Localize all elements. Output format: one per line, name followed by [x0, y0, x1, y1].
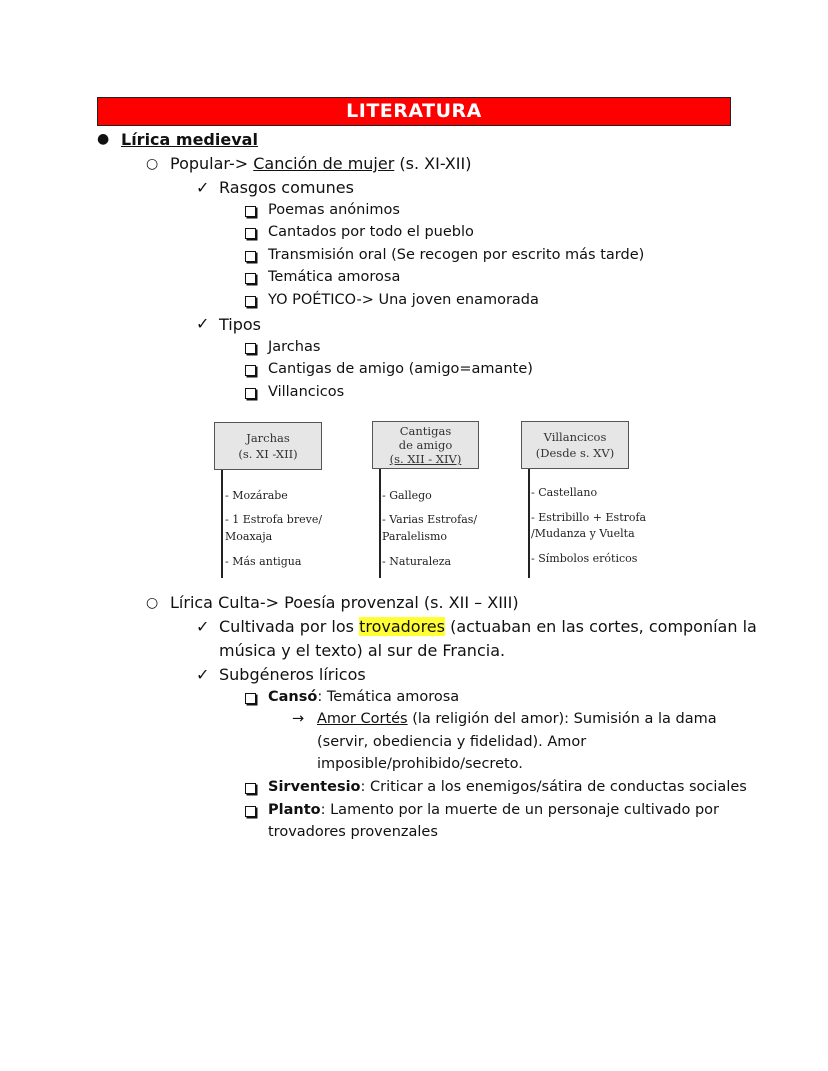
subgeneros-label: Subgéneros líricos — [219, 665, 366, 684]
cultivada-line: Cultivada por los trovadores (actuaban en las cortes, componían la — [219, 617, 757, 636]
diagram-box-villancicos — [521, 421, 629, 469]
diagram-item: - Más antigua — [225, 555, 302, 568]
checkbox-square-icon — [245, 693, 256, 704]
diagram-item: Paralelismo — [382, 530, 448, 543]
diagram-item: Moaxaja — [225, 530, 273, 543]
checkbox-square-icon — [245, 806, 256, 817]
diagram-connector-line — [379, 469, 381, 578]
popular-line: Popular-> Canción de mujer (s. XI-XII) — [170, 154, 472, 173]
diagram-item: - Símbolos eróticos — [531, 552, 638, 565]
amor-line-2: (servir, obediencia y fidelidad). Amor — [317, 734, 587, 750]
circle-bullet: ○ — [146, 595, 159, 611]
amor-line-3: imposible/prohibido/secreto. — [317, 756, 523, 772]
diagram-item: - Estribillo + Estrofa — [531, 511, 647, 524]
checkbox-square-icon — [245, 228, 256, 239]
diagram-box-cantigas — [372, 421, 479, 469]
diagram-connector-line — [221, 470, 223, 578]
list-item: Cantigas de amigo (amigo=amante) — [268, 361, 533, 377]
check-icon: ✓ — [196, 665, 210, 684]
diagram-box-jarchas — [214, 422, 322, 470]
circle-bullet: ○ — [146, 156, 159, 172]
diagram-box-title: Cantigas — [399, 424, 452, 438]
diagram-box-title: Jarchas — [246, 431, 290, 445]
checkbox-square-icon — [245, 343, 256, 354]
tipos-label: Tipos — [219, 315, 262, 334]
cultivada-line-2: música y el texto) al sur de Francia. — [219, 641, 506, 660]
list-item: Cantados por todo el pueblo — [268, 224, 474, 240]
disc-bullet: ● — [97, 131, 110, 147]
amor-cortes-line: Amor Cortés (la religión del amor): Sumisión a la dama — [317, 711, 717, 727]
checkbox-square-icon — [245, 273, 256, 284]
diagram-box-subtitle: (s. XI -XII) — [238, 447, 298, 461]
diagram-box-subtitle: (Desde s. XV) — [535, 446, 615, 460]
rasgos-label: Rasgos comunes — [219, 178, 354, 197]
trovadores-highlight: trovadores — [359, 617, 445, 636]
cancion-de-mujer-link: Canción de mujer — [253, 154, 395, 173]
checkbox-square-icon — [245, 783, 256, 794]
diagram-box-title: Villancicos — [543, 430, 607, 444]
checkbox-square-icon — [245, 296, 256, 307]
planto-line-2: trovadores provenzales — [268, 824, 438, 840]
check-icon: ✓ — [196, 617, 210, 636]
checkbox-square-icon — [245, 206, 256, 217]
list-item: Poemas anónimos — [268, 202, 400, 218]
arrow-right-icon: → — [292, 711, 305, 727]
checkbox-square-icon — [245, 365, 256, 376]
check-icon: ✓ — [196, 314, 210, 333]
sirventesio-line: Sirventesio: Criticar a los enemigos/sátira de conductas sociales — [268, 779, 747, 795]
list-item: Temática amorosa — [268, 269, 401, 285]
diagram-item: - Mozárabe — [225, 489, 288, 502]
planto-line: Planto: Lamento por la muerte de un personaje cultivado por — [268, 802, 720, 818]
check-icon: ✓ — [196, 178, 210, 197]
diagram-item: - 1 Estrofa breve/ — [225, 513, 323, 526]
checkbox-square-icon — [245, 388, 256, 399]
diagram-item: - Naturaleza — [382, 555, 452, 568]
culta-heading: Lírica Culta-> Poesía provenzal (s. XII – XIII) — [170, 593, 519, 612]
diagram-item: - Varias Estrofas/ — [382, 513, 478, 526]
diagram-item: - Gallego — [382, 489, 432, 502]
canso-line: Cansó: Temática amorosa — [268, 689, 460, 705]
diagram-item: - Castellano — [531, 486, 598, 499]
diagram-box-title: de amigo — [398, 438, 453, 452]
diagram-box-subtitle: (s. XII - XIV) — [389, 452, 462, 466]
diagram-connector-line — [528, 469, 530, 578]
list-item: Villancicos — [268, 384, 345, 400]
list-item: Transmisión oral (Se recogen por escrito más tarde) — [268, 247, 645, 263]
heading-lirica-medieval: Lírica medieval — [121, 130, 258, 149]
checkbox-square-icon — [245, 251, 256, 262]
diagram-item: /Mudanza y Vuelta — [531, 527, 635, 540]
list-item: YO POÉTICO-> Una joven enamorada — [268, 292, 539, 308]
title-banner: LITERATURA — [97, 97, 731, 126]
list-item: Jarchas — [268, 339, 321, 355]
amor-cortes-link: Amor Cortés — [317, 711, 408, 727]
